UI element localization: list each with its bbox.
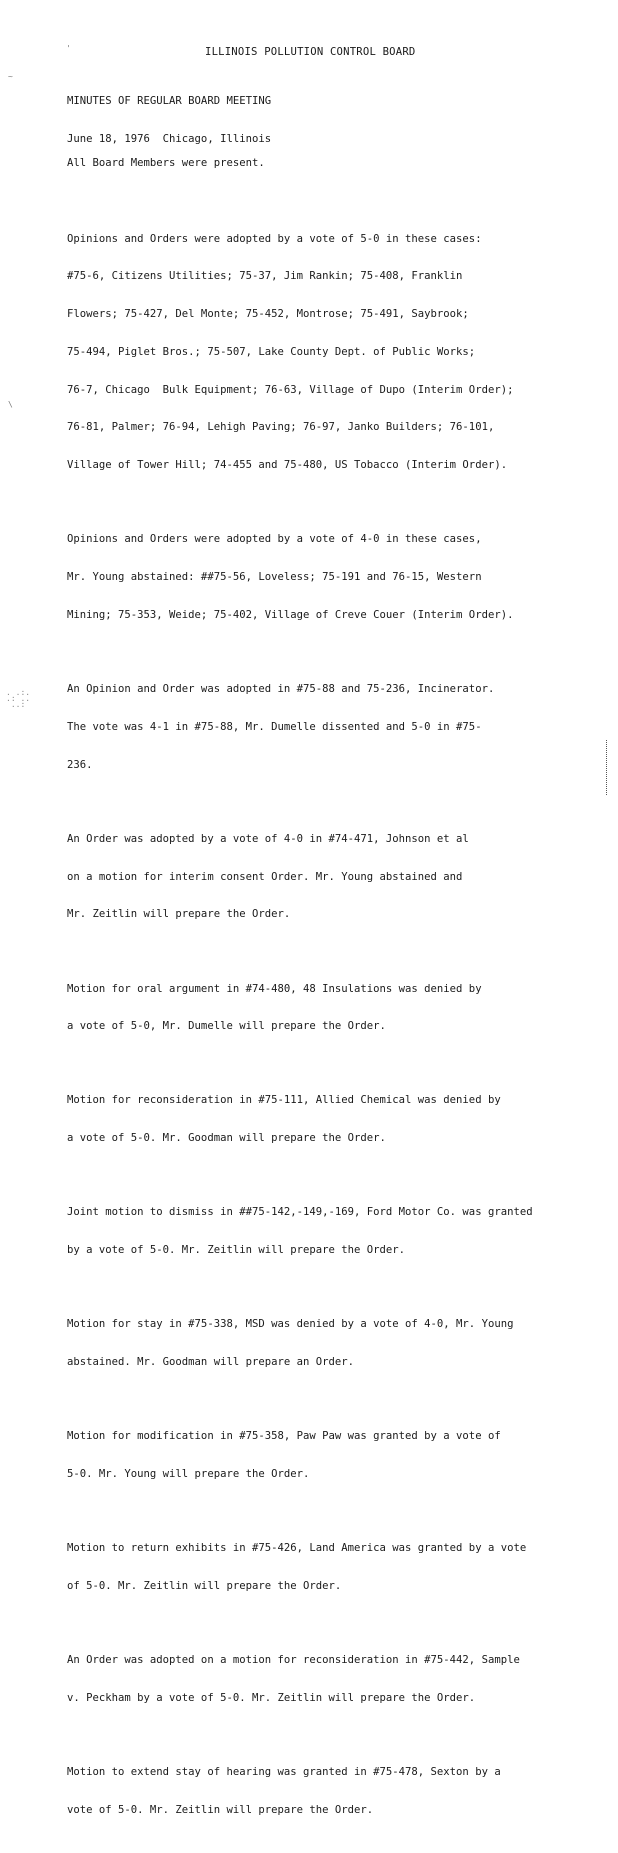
paragraph-line: a vote of 5-0, Mr. Dumelle will prepare the Order.: [67, 1020, 386, 1033]
paragraph-line: An Order was adopted by a vote of 4-0 in #74-471, Johnson et al: [67, 832, 469, 845]
paragraph-line: Village of Tower Hill; 74-455 and 75-480, US Tobacco (Interim Order).: [67, 459, 508, 472]
minutes-paragraph: [67, 508, 612, 647]
paragraph-line: Mr. Zeitlin will prepare the Order.: [67, 908, 291, 921]
paragraph-line: Mr. Young abstained: ##75-56, Loveless; 75-191 and 76-15, Western: [67, 571, 482, 584]
scan-speck: \: [8, 400, 13, 409]
paragraph-line: An Order was adopted on a motion for reconsideration in #75-442, Sample: [67, 1654, 520, 1667]
document-title: ILLINOIS POLLUTION CONTROL BOARD: [205, 46, 416, 58]
minutes-paragraph: [67, 1517, 612, 1618]
scan-speck: ': [66, 44, 71, 53]
minutes-paragraph: [67, 957, 612, 1058]
minutes-paragraph: [67, 1293, 612, 1394]
minutes-paragraph: [67, 658, 612, 797]
paragraph-line: Joint motion to dismiss in ##75-142,-149,-169, Ford Motor Co. was granted: [67, 1206, 533, 1219]
paragraph-line: 5-0. Mr. Young will prepare the Order.: [67, 1468, 310, 1481]
paragraph-line: All Board Members were present.: [67, 157, 265, 170]
paragraph-line: 75-494, Piglet Bros.; 75-507, Lake County Dept. of Public Works;: [67, 345, 476, 358]
paragraph-line: abstained. Mr. Goodman will prepare an Order.: [67, 1356, 355, 1369]
paragraph-line: Motion to extend stay of hearing was granted in #75-478, Sexton by a: [67, 1766, 501, 1779]
paragraph-line: Opinions and Orders were adopted by a vote of 5-0 in these cases:: [67, 232, 482, 245]
paragraph-line: The vote was 4-1 in #75-88, Mr. Dumelle dissented and 5-0 in #75-: [67, 720, 482, 733]
scan-noise: . .:. .: .. ..:: [6, 688, 31, 709]
meeting-title: MINUTES OF REGULAR BOARD MEETING: [67, 95, 272, 107]
minutes-paragraph: [67, 207, 612, 497]
paragraph-line: Motion for reconsideration in #75-111, Allied Chemical was denied by: [67, 1094, 501, 1107]
paragraph-line: #75-6, Citizens Utilities; 75-37, Jim Rankin; 75-408, Franklin: [67, 270, 463, 283]
minutes-paragraph: [67, 1069, 612, 1170]
paragraph-line: Motion to return exhibits in #75-426, Land America was granted by a vote: [67, 1542, 527, 1555]
scan-speck: ~: [8, 72, 13, 81]
minutes-paragraph: [67, 1741, 612, 1842]
paragraph-line: vote of 5-0. Mr. Zeitlin will prepare the Order.: [67, 1803, 374, 1816]
paragraph-line: Motion for modification in #75-358, Paw Paw was granted by a vote of: [67, 1430, 501, 1443]
paragraph-line: v. Peckham by a vote of 5-0. Mr. Zeitlin will prepare the Order.: [67, 1691, 476, 1704]
paragraph-line: on a motion for interim consent Order. Mr. Young abstained and: [67, 870, 463, 883]
paragraph-line: Opinions and Orders were adopted by a vote of 4-0 in these cases,: [67, 533, 482, 546]
minutes-paragraph: [67, 808, 612, 947]
paragraph-line: of 5-0. Mr. Zeitlin will prepare the Order.: [67, 1580, 342, 1593]
paragraph-line: An Opinion and Order was adopted in #75-88 and 75-236, Incinerator.: [67, 683, 495, 696]
paragraph-line: Flowers; 75-427, Del Monte; 75-452, Montrose; 75-491, Saybrook;: [67, 308, 469, 321]
paragraph-line: Motion for stay in #75-338, MSD was denied by a vote of 4-0, Mr. Young: [67, 1318, 514, 1331]
minutes-paragraph: [67, 132, 612, 195]
paragraph-line: by a vote of 5-0. Mr. Zeitlin will prepare the Order.: [67, 1244, 406, 1257]
paragraph-line: 76-7, Chicago Bulk Equipment; 76-63, Village of Dupo (Interim Order);: [67, 383, 514, 396]
minutes-body: [67, 132, 612, 1853]
paragraph-line: 76-81, Palmer; 76-94, Lehigh Paving; 76-97, Janko Builders; 76-101,: [67, 421, 495, 434]
paragraph-line: Motion for oral argument in #74-480, 48 Insulations was denied by: [67, 982, 482, 995]
paragraph-line: 236.: [67, 758, 93, 771]
paragraph-line: Mining; 75-353, Weide; 75-402, Village of Creve Couer (Interim Order).: [67, 608, 514, 621]
minutes-paragraph: [67, 1629, 612, 1730]
paragraph-line: a vote of 5-0. Mr. Goodman will prepare the Order.: [67, 1132, 386, 1145]
minutes-paragraph: [67, 1405, 612, 1506]
minutes-paragraph: [67, 1181, 612, 1282]
meeting-date-location: June 18, 1976 Chicago, Illinois: [67, 132, 272, 145]
